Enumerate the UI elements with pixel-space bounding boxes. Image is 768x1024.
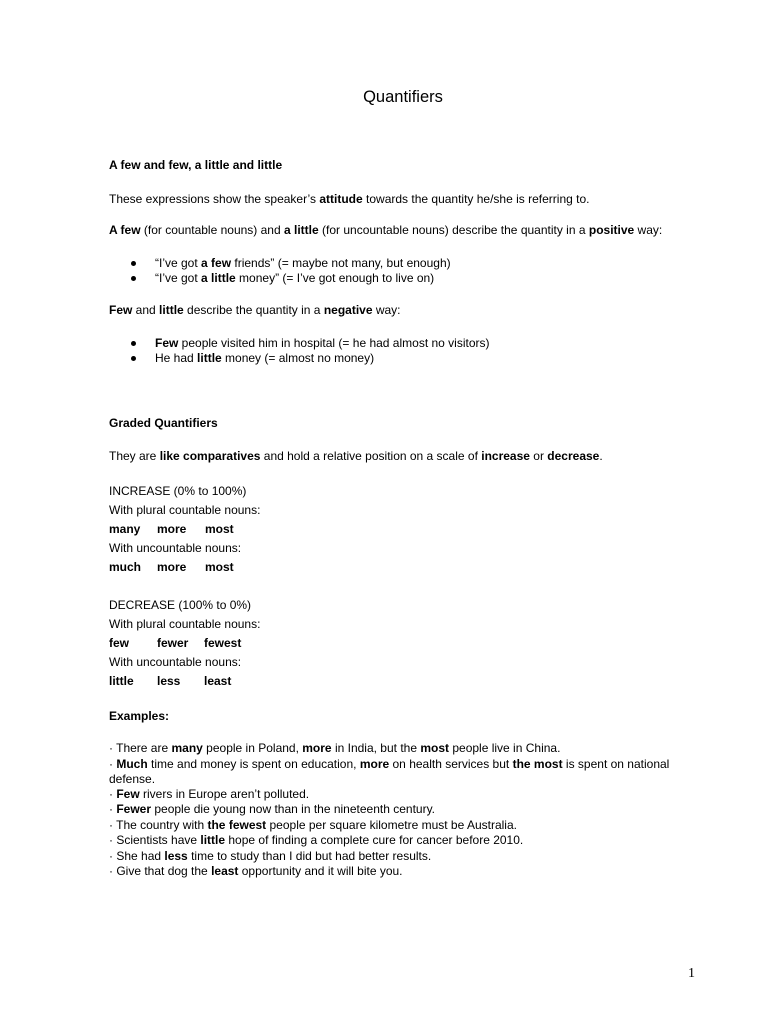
- decrease-label: DECREASE (100% to 0%): [109, 598, 252, 612]
- text-span: or: [529, 449, 548, 463]
- text-span: They are: [109, 449, 160, 463]
- text-span: people per square kilometre must be Australia.: [266, 818, 517, 832]
- list-item-text: [155, 336, 490, 351]
- examples-heading: [109, 709, 169, 724]
- example-line: [109, 787, 309, 802]
- list-item-text: [155, 271, 434, 286]
- positive-paragraph: [109, 223, 662, 238]
- text-span: people die young now than in the nineteenth century.: [151, 802, 436, 816]
- text-span: ·: [109, 802, 117, 816]
- quantifier-word: least: [204, 674, 232, 688]
- text-span: (for countable nouns) and: [140, 223, 284, 237]
- bold-span: attitude: [319, 192, 363, 206]
- quantifier-word: many: [109, 522, 141, 536]
- bold-span: the most: [512, 757, 563, 771]
- text-span: rivers in Europe aren’t polluted.: [139, 787, 310, 801]
- bold-span: Fewer: [116, 802, 152, 816]
- list-item-text: [155, 256, 451, 271]
- bullet-icon: [131, 276, 136, 281]
- quantifier-word: most: [205, 522, 234, 536]
- bold-span: more: [359, 757, 390, 771]
- example-line: [109, 757, 669, 772]
- text-span: people live in China.: [449, 741, 561, 755]
- section-heading-graded: [109, 416, 218, 431]
- text-span: · She had: [109, 849, 165, 863]
- text-span: These expressions show the speaker’s: [109, 192, 320, 206]
- bold-span: like comparatives: [159, 449, 261, 463]
- section-heading-text: A few and few, a little and little: [109, 158, 283, 172]
- attitude-paragraph: [109, 192, 589, 207]
- increase-uncountable-label: With uncountable nouns:: [109, 541, 242, 555]
- text-span: and hold a relative position on a scale of: [260, 449, 482, 463]
- page-title: Quantifiers: [363, 88, 443, 106]
- text-span: way:: [634, 223, 663, 237]
- text-span: · Scientists have: [109, 833, 201, 847]
- bold-span: least: [211, 864, 239, 878]
- quantifier-word: fewer: [157, 636, 189, 650]
- bullet-icon: [131, 356, 136, 361]
- example-line: [109, 772, 155, 787]
- quantifier-word: much: [109, 560, 142, 574]
- examples-heading-text: Examples:: [109, 709, 170, 723]
- text-span: on health services but: [389, 757, 513, 771]
- text-span: hope of finding a complete cure for cancer before 2010.: [225, 833, 524, 847]
- bold-span: a little: [284, 223, 319, 237]
- text-span: ·: [109, 757, 117, 771]
- increase-countable-words: [109, 522, 309, 537]
- example-line: [109, 849, 431, 864]
- text-span: describe the quantity in a: [183, 303, 324, 317]
- bold-span: Few: [155, 336, 179, 350]
- example-line: [109, 818, 517, 833]
- text-span: opportunity and it will bite you.: [238, 864, 403, 878]
- increase-countable-label: With plural countable nouns:: [109, 503, 261, 517]
- increase-label: INCREASE (0% to 100%): [109, 484, 247, 498]
- quantifier-word: little: [109, 674, 134, 688]
- bullet-icon: [131, 341, 136, 346]
- decrease-countable-label: With plural countable nouns:: [109, 617, 261, 631]
- bold-span: Much: [116, 757, 148, 771]
- text-span: “I’ve got: [155, 256, 202, 270]
- section-heading-text: Graded Quantifiers: [109, 416, 218, 430]
- decrease-uncountable-label: With uncountable nouns:: [109, 655, 242, 669]
- text-span: people in Poland,: [202, 741, 303, 755]
- text-span: · The country with: [109, 818, 208, 832]
- negative-paragraph: [109, 303, 401, 318]
- text-span: in India, but the: [331, 741, 421, 755]
- text-span: is spent on national: [562, 757, 670, 771]
- text-span: towards the quantity he/she is referring to.: [362, 192, 590, 206]
- example-line: [109, 802, 435, 817]
- bold-span: most: [420, 741, 450, 755]
- text-span: and: [132, 303, 160, 317]
- decrease-countable-words: [109, 636, 309, 651]
- quantifier-word: fewest: [204, 636, 242, 650]
- bold-span: many: [171, 741, 203, 755]
- text-span: (for uncountable nouns) describe the quantity in a: [318, 223, 589, 237]
- quantifier-word: most: [205, 560, 234, 574]
- text-span: people visited him in hospital (= he had almost no visitors): [178, 336, 490, 350]
- text-span: .: [599, 449, 603, 463]
- bold-span: little: [159, 303, 184, 317]
- example-line: [109, 833, 523, 848]
- decrease-uncountable-words: [109, 674, 309, 689]
- text-span: · There are: [109, 741, 172, 755]
- bold-span: less: [164, 849, 188, 863]
- example-line: [109, 864, 403, 879]
- graded-paragraph: [109, 449, 603, 464]
- text-span: · Give that dog the: [109, 864, 212, 878]
- bold-span: positive: [588, 223, 635, 237]
- bold-span: decrease: [547, 449, 600, 463]
- page-number: 1: [688, 966, 695, 981]
- text-span: “I’ve got: [155, 271, 202, 285]
- list-item-text: [155, 351, 374, 366]
- text-span: time and money is spent on education,: [147, 757, 360, 771]
- bold-span: little: [200, 833, 226, 847]
- bold-span: a few: [201, 256, 232, 270]
- text-span: time to study than I did but had better results.: [187, 849, 432, 863]
- bold-span: increase: [481, 449, 530, 463]
- bold-span: negative: [323, 303, 373, 317]
- text-span: He had: [155, 351, 198, 365]
- bold-span: a little: [201, 271, 236, 285]
- example-line: [109, 741, 560, 756]
- text-span: money (= almost no money): [221, 351, 375, 365]
- quantifier-word: less: [157, 674, 181, 688]
- bullet-icon: [131, 261, 136, 266]
- bold-span: the fewest: [207, 818, 267, 832]
- quantifier-word: few: [109, 636, 130, 650]
- increase-uncountable-words: [109, 560, 309, 575]
- bold-span: A few: [109, 223, 141, 237]
- quantifier-word: more: [157, 522, 187, 536]
- quantifier-word: more: [157, 560, 187, 574]
- bold-span: Few: [116, 787, 140, 801]
- text-span: ·: [109, 787, 117, 801]
- bold-span: little: [197, 351, 222, 365]
- text-span: money” (= I’ve got enough to live on): [235, 271, 435, 285]
- section-heading-few-little: [109, 158, 282, 173]
- bold-span: Few: [109, 303, 133, 317]
- text-span: way:: [372, 303, 401, 317]
- bold-span: more: [302, 741, 332, 755]
- text-span: defense.: [109, 772, 156, 786]
- text-span: friends” (= maybe not many, but enough): [231, 256, 451, 270]
